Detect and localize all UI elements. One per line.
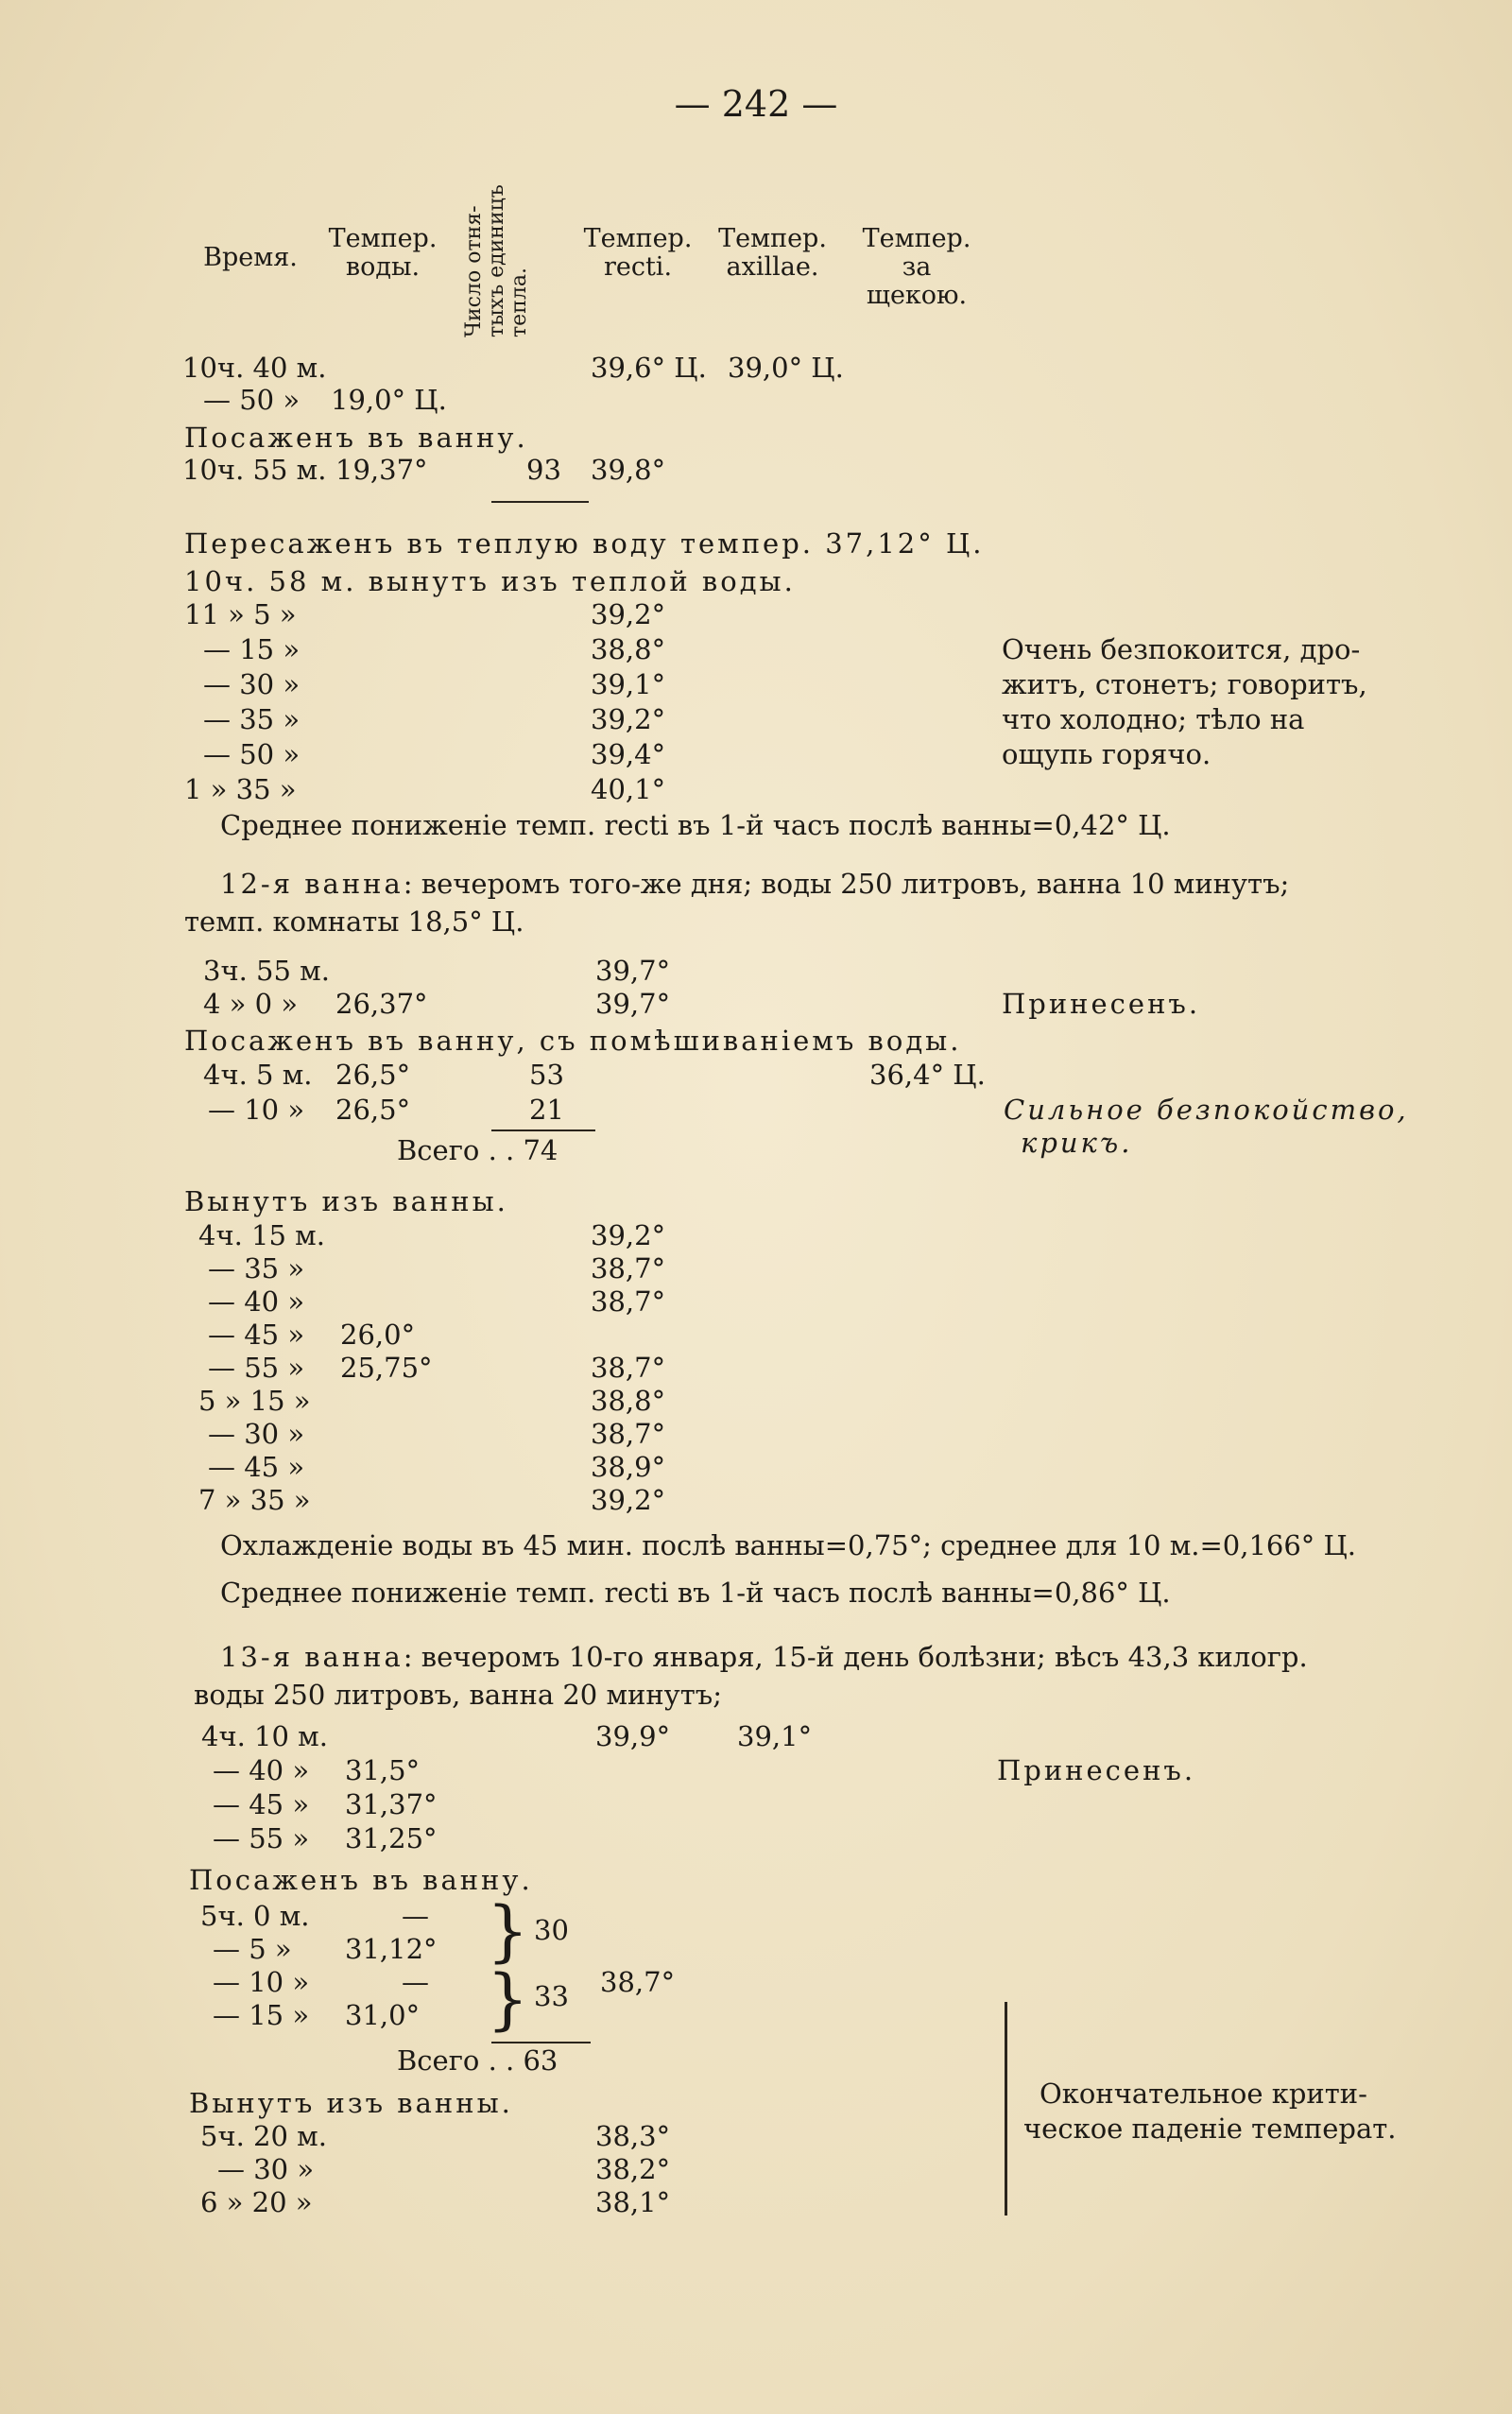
time-cell: — 35 » [208, 1252, 305, 1285]
units-cell: 53 [529, 1059, 564, 1091]
time-cell: 4ч. 5 м. [203, 1059, 313, 1091]
rectal-cell: 39,2° [591, 1219, 666, 1251]
time-cell: 4ч. 15 м. [198, 1219, 325, 1251]
bracket-line [1005, 2002, 1007, 2216]
rectal-cell: 39,1° [591, 668, 666, 700]
rectal-cell: 38,3° [595, 2120, 671, 2152]
water-cell: 19,37° [335, 454, 428, 486]
rectal-cell: 38,7° [591, 1285, 666, 1318]
header-axillary-temp: Темпер. axillae. [718, 224, 827, 282]
sum-rule [491, 501, 589, 503]
event-seated: Посаженъ въ ванну. [189, 1864, 533, 1896]
rectal-cell: 38,1° [595, 2186, 671, 2218]
observation-note: крикъ. [1021, 1127, 1133, 1159]
water-cell: 31,37° [345, 1788, 438, 1820]
time-cell: — 35 » [203, 703, 301, 735]
event-removed: 10ч. 58 м. вынутъ изъ теплой воды. [184, 565, 796, 597]
header-cheek-temp: Темпер. за щекою. [862, 224, 971, 310]
observation-note: что холодно; тѣло на [1002, 703, 1305, 735]
rectal-cell: 39,8° [591, 454, 666, 486]
rectal-cell: 39,2° [591, 598, 666, 630]
bath-title: 12-я ванна [220, 868, 404, 900]
event-removed: Вынутъ изъ ванны. [184, 1185, 508, 1217]
time-cell: — 55 » [208, 1352, 305, 1384]
water-cell: 26,5° [335, 1094, 411, 1126]
time-cell: — 45 » [208, 1451, 305, 1483]
rectal-cell: 39,7° [595, 955, 671, 987]
water-cooling: Охлажденіе воды въ 45 мин. послѣ ванны=0,75°; среднее для 10 м.=0,166° Ц. [220, 1529, 1357, 1561]
time-cell: 3ч. 55 м. [203, 955, 330, 987]
page-number: — 242 — [674, 83, 838, 125]
event-transferred: Пересаженъ въ теплую воду темпер. 37,12° Ц. [184, 527, 985, 560]
observation-note: Очень безпокоится, дро- [1002, 633, 1361, 665]
bath-conditions: темп. комнаты 18,5° Ц. [184, 905, 524, 938]
observation-note: Принесенъ. [1002, 988, 1201, 1020]
axillary-cell: 39,1° [737, 1720, 813, 1752]
mean-decrease: Среднее пониженіе темп. recti въ 1-й часъ послѣ ванны=0,42° Ц. [220, 809, 1171, 841]
time-cell: — 55 » [213, 1822, 310, 1854]
bath-intro [220, 1641, 1308, 1673]
event-seated: Посаженъ въ ванну, съ помѣшиваніемъ воды. [184, 1025, 962, 1057]
rectal-cell: 39,2° [591, 1484, 666, 1516]
rectal-cell: 38,8° [591, 633, 666, 665]
water-cell: 26,5° [335, 1059, 411, 1091]
rectal-cell: 38,7° [591, 1418, 666, 1450]
event-seated: Посаженъ въ ванну. [184, 422, 528, 454]
time-cell: — 30 » [208, 1418, 305, 1450]
rectal-cell: 38,2° [595, 2153, 671, 2185]
rectal-cell: 39,9° [595, 1720, 671, 1752]
rectal-cell: 38,7° [591, 1252, 666, 1285]
bath-conditions: : вечеромъ 10-го января, 15-й день болѣзни; вѣсъ 43,3 килогр. [403, 1641, 1308, 1673]
time-cell: — 10 » [213, 1966, 310, 1998]
water-cell: 31,5° [345, 1754, 421, 1786]
axillary-cell: 39,0° Ц. [728, 352, 844, 384]
rectal-cell: 39,7° [595, 988, 671, 1020]
brace-icon: } [487, 1892, 529, 1970]
water-cell: 26,37° [335, 988, 428, 1020]
rectal-cell: 39,4° [591, 738, 666, 770]
time-cell: — 30 » [203, 668, 301, 700]
rectal-cell: 38,8° [591, 1385, 666, 1417]
units-cell: 30 [534, 1914, 569, 1946]
time-cell: — 45 » [208, 1319, 305, 1351]
time-cell: — 40 » [213, 1754, 310, 1786]
time-cell: 10ч. 40 м. [182, 352, 327, 384]
cheek-cell: 36,4° Ц. [869, 1059, 986, 1091]
time-cell: 6 » 20 » [200, 2186, 313, 2218]
water-cell: — [402, 1900, 429, 1932]
time-cell: 7 » 35 » [198, 1484, 311, 1516]
time-cell: 5 » 15 » [198, 1385, 311, 1417]
units-cell: 33 [534, 1980, 569, 2012]
rectal-cell: 38,7° [591, 1352, 666, 1384]
total-units: Всего . . 63 [397, 2044, 558, 2077]
water-cell: 25,75° [340, 1352, 433, 1384]
water-cell: 19,0° Ц. [331, 384, 447, 416]
time-cell: 4ч. 10 м. [201, 1720, 328, 1752]
observation-note: ческое паденіе температ. [1023, 2112, 1397, 2145]
time-cell: 5ч. 0 м. [200, 1900, 310, 1932]
units-cell: 93 [526, 454, 561, 486]
time-cell: — 15 » [213, 1999, 310, 2031]
observation-note: Сильное безпокойство, [1004, 1094, 1409, 1126]
header-water-temp: Темпер. воды. [328, 224, 438, 282]
time-cell: — 10 » [208, 1094, 305, 1126]
mean-decrease: Среднее пониженіе темп. recti въ 1-й часъ послѣ ванны=0,86° Ц. [220, 1577, 1171, 1609]
rectal-cell: 38,7° [600, 1966, 676, 1998]
observation-note: житъ, стонетъ; говоритъ, [1002, 668, 1367, 700]
rectal-cell: 39,6° Ц. [591, 352, 707, 384]
time-cell: 1 » 35 » [184, 773, 297, 805]
total-units: Всего . . 74 [397, 1134, 558, 1166]
water-cell: 26,0° [340, 1319, 416, 1351]
bath-conditions: воды 250 литровъ, ванна 20 минутъ; [194, 1679, 722, 1711]
observation-note: Принесенъ. [997, 1754, 1196, 1786]
rectal-cell: 38,9° [591, 1451, 666, 1483]
bath-intro [220, 868, 1289, 900]
units-cell: 21 [529, 1094, 564, 1126]
brace-icon: } [487, 1960, 529, 2038]
observation-note: Окончательное крити- [1040, 2078, 1367, 2110]
bath-title: 13-я ванна [220, 1641, 404, 1673]
header-heat-units: Число отня-тыхъ единицъ тепла. [462, 184, 531, 337]
rectal-cell: 39,2° [591, 703, 666, 735]
water-cell: 31,12° [345, 1933, 438, 1965]
rectal-cell: 40,1° [591, 773, 666, 805]
time-cell: — 5 » [213, 1933, 292, 1965]
time-cell: 4 » 0 » [203, 988, 299, 1020]
water-cell: — [402, 1966, 429, 1998]
time-cell: — 50 » [203, 738, 301, 770]
sum-rule [491, 1129, 595, 1131]
time-cell: 11 » 5 » [184, 598, 297, 630]
sum-rule [491, 2042, 591, 2043]
time-cell: 5ч. 20 м. [200, 2120, 327, 2152]
water-cell: 31,0° [345, 1999, 421, 2031]
bath-conditions: : вечеромъ того-же дня; воды 250 литровъ, ванна 10 минутъ; [403, 868, 1290, 900]
time-cell: — 45 » [213, 1788, 310, 1820]
header-time: Время. [203, 243, 298, 272]
observation-note: ощупь горячо. [1002, 738, 1211, 770]
header-rectal-temp: Темпер. recti. [583, 224, 693, 282]
water-cell: 31,25° [345, 1822, 438, 1854]
time-cell: 10ч. 55 м. [182, 454, 327, 486]
time-cell: — 50 » [203, 384, 301, 416]
time-cell: — 15 » [203, 633, 301, 665]
time-cell: — 30 » [217, 2153, 315, 2185]
time-cell: — 40 » [208, 1285, 305, 1318]
event-removed: Вынутъ изъ ванны. [189, 2087, 513, 2119]
